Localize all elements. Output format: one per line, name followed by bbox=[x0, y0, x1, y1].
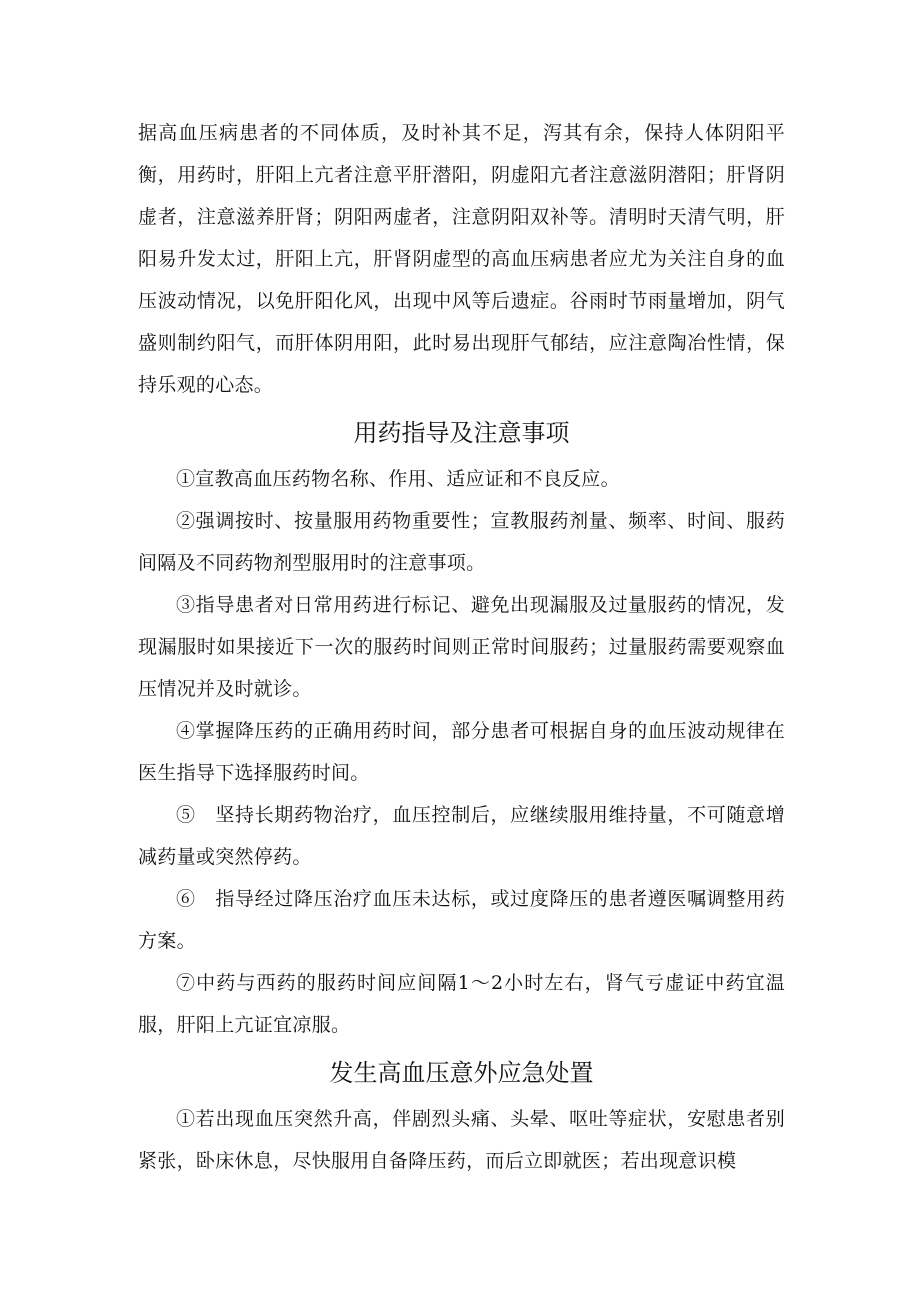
document-page bbox=[138, 112, 785, 1182]
medication-item-1: ①宣教高血压药物名称、作用、适应证和不良反应。 bbox=[176, 468, 620, 490]
medication-guidance-heading: 用药指导及注意事项 bbox=[353, 419, 570, 447]
medication-item-7: ⑦中药与西药的服药时间应间隔1～2小时左右，肾气亏虚证中药宜温服，肝阳上亢证宜凉服。 bbox=[138, 972, 785, 1036]
intro-paragraph: 据高血压病患者的不同体质，及时补其不足，泻其有余，保持人体阴阳平衡，用药时，肝阳上亢者注意平肝潜阳，阴虚阳亢者注意滋阴潜阳；肝肾阴虚者，注意滋养肝肾；阴阳两虚者，注意阴阳双补等。清明时天清气明，肝阳易升发太过，肝阳上亢，肝肾阴虚型的高血压病患者应尤为关注自身的血压波动情况，以免肝阳化风，出现中风等后遗症。谷雨时节雨量增加，阴气盛则制约阳气，而肝体阴用阳，此时易出现肝气郁结，应注意陶冶性情，保持乐观的心态。 bbox=[138, 122, 785, 396]
emergency-item-1: ①若出现血压突然升高，伴剧烈头痛、头晕、呕吐等症状，安慰患者别紧张，卧床休息，尽快服用自备降压药，而后立即就医；若出现意识模 bbox=[138, 1108, 785, 1172]
medication-item-3: ③指导患者对日常用药进行标记、避免出现漏服及过量服药的情况，发现漏服时如果接近下一次的服药时间则正常时间服药；过量服药需要观察血压情况并及时就诊。 bbox=[138, 594, 785, 700]
medication-item-2: ②强调按时、按量服用药物重要性；宣教服药剂量、频率、时间、服药间隔及不同药物剂型服用时的注意事项。 bbox=[138, 510, 785, 574]
medication-item-5: ⑤ 坚持长期药物治疗，血压控制后，应继续服用维持量，不可随意增减药量或突然停药。 bbox=[138, 804, 785, 868]
emergency-handling-heading: 发生高血压意外应急处置 bbox=[329, 1059, 594, 1087]
medication-item-6: ⑥ 指导经过降压治疗血压未达标，或过度降压的患者遵医嘱调整用药方案。 bbox=[138, 888, 785, 952]
medication-item-4: ④掌握降压药的正确用药时间，部分患者可根据自身的血压波动规律在医生指导下选择服药时间。 bbox=[138, 720, 785, 784]
